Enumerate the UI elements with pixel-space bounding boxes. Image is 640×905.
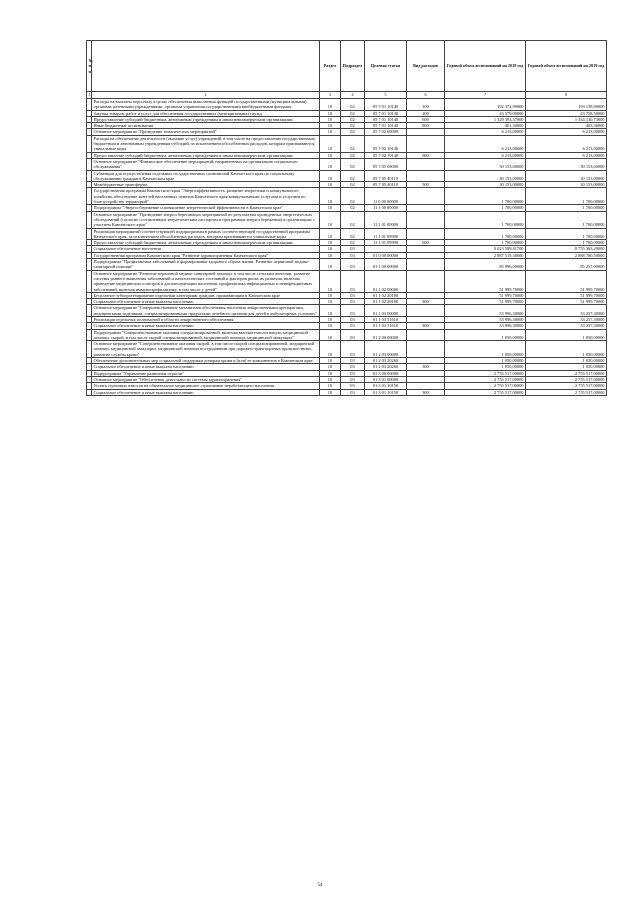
row-subsection: 02 — [341, 182, 365, 188]
row-volume-2019: 1 700,00000 — [526, 188, 607, 205]
row-expense-type — [407, 341, 445, 358]
row-target-article: 11 1 01 00000 — [365, 211, 407, 228]
row-section: 10 — [320, 123, 341, 129]
row-volume-2019: 30 153,00000 — [526, 158, 607, 170]
row-volume-2018: 30 153,00000 — [445, 158, 526, 170]
row-volume-2018: 2 755 517,00000 — [445, 383, 526, 389]
row-target-article: 01 3 01 10150 — [365, 383, 407, 389]
row-volume-2019: 30 153,00000 — [526, 170, 607, 182]
row-volume-2019: 1 700,00000 — [526, 240, 607, 246]
row-volume-2018: 2 755 517,00000 — [445, 370, 526, 376]
row-name: Подпрограмма "Профилактика заболеваний и формирование здорового образа жизни. Развитие первичной медико-санитарной помощи" — [92, 259, 320, 271]
row-target-article: 01 2 03 20260 — [365, 364, 407, 370]
header-subsection: Подраздел — [341, 41, 365, 92]
row-section: 10 — [320, 110, 341, 116]
row-volume-2018: 2 887 519,30000 — [445, 252, 526, 258]
row-name: Обеспечение дополнительных мер социальной поддержки донорам крови и (или) ее компонентов в Камчатском крае — [92, 358, 320, 364]
row-target-article: 05 7 01 10140 — [365, 99, 407, 111]
row-target-article: 01 1 03 00000 — [365, 305, 407, 317]
row-section: 10 — [320, 252, 341, 258]
budget-table — [86, 40, 607, 396]
row-subsection: 02 — [341, 123, 365, 129]
row-volume-2019: 6 213,00000 — [526, 152, 607, 158]
row-section: 10 — [320, 270, 341, 292]
row-section: 10 — [320, 341, 341, 358]
row-name: Социальное обеспечение населения — [92, 246, 320, 252]
row-target-article: 01 3 00 00000 — [365, 370, 407, 376]
row-subsection: 03 — [341, 341, 365, 358]
row-subsection: 03 — [341, 305, 365, 317]
row-name: Социальное обеспечение и иные выплаты населению — [92, 323, 320, 329]
row-target-article: 01 2 03 20260 — [365, 358, 407, 364]
column-number: 8 — [526, 92, 607, 99]
table-row — [87, 228, 607, 240]
row-volume-2019: 43 758,50000 — [526, 110, 607, 116]
row-subsection: 03 — [341, 259, 365, 271]
row-section: 10 — [320, 211, 341, 228]
table-row — [87, 135, 607, 152]
row-section: 10 — [320, 152, 341, 158]
row-name: Основное мероприятие "Совершенствование оказания скорой, в том числе скорой специализированной, медицинской помощи, медицинской эвакуации, медицинской помощи пострадавшим при дорожно-транспортных происшествиях, развитие службы крови" — [92, 341, 320, 358]
row-volume-2018: 43 579,00000 — [445, 110, 526, 116]
row-section: 10 — [320, 376, 341, 382]
column-number: 7 — [445, 92, 526, 99]
row-name: Подпрограмма "Энергосбережение и повышение энергетической эффективности в Камчатском крае" — [92, 205, 320, 211]
row-volume-2018: 2 755 517,00000 — [445, 389, 526, 395]
row-name: Основное мероприятие "Совершенствование механизмов обеспечения населения лекарственными препаратами, медицинскими изделиями, специализированными продуктами лечебного питания для детей в амбулаторных условиях" — [92, 305, 320, 317]
row-volume-2018: 192 372,90000 — [445, 99, 526, 111]
row-name: Предоставление субсидий бюджетным, автономным учреждениям и иным некоммерческим организациям — [92, 240, 320, 246]
row-volume-2019: 30 153,00000 — [526, 182, 607, 188]
row-volume-2018: 2 755 517,00000 — [445, 376, 526, 382]
row-volume-2019: 1 700,00000 — [526, 228, 607, 240]
row-volume-2018: 51 999,70000 — [445, 292, 526, 298]
row-volume-2019: 1 700,00000 — [526, 211, 607, 228]
row-name: Бесплатное зубопротезирование отдельным категориям граждан, проживающим в Камчатском крае — [92, 292, 320, 298]
table-header-row — [87, 41, 607, 92]
table-row — [87, 188, 607, 205]
row-subsection: 02 — [341, 211, 365, 228]
row-expense-type — [407, 329, 445, 341]
row-expense-type — [407, 158, 445, 170]
row-volume-2019: 33 257,30000 — [526, 305, 607, 317]
row-subsection: 03 — [341, 252, 365, 258]
row-volume-2019: 2 755 517,00000 — [526, 376, 607, 382]
row-name: Закупка товаров, работ и услуг для обеспечения государственных (муниципальных) нужд — [92, 110, 320, 116]
row-name: Подпрограмма "Совершенствование оказания специализированной, включая высокотехнологичную, медицинской помощи, скорой, в том числе скорой специализированной, медицинской помощи, медицинской эвакуации" — [92, 329, 320, 341]
row-target-article: 05 7 05 40110 — [365, 170, 407, 182]
table-row — [87, 259, 607, 271]
column-number: 3 — [320, 92, 341, 99]
row-section: 10 — [320, 99, 341, 111]
row-target-article: 05 7 02 10140 — [365, 152, 407, 158]
row-volume-2019: 403,30000 — [526, 123, 607, 129]
table-row — [87, 329, 607, 341]
row-subsection: 03 — [341, 376, 365, 382]
row-section: 10 — [320, 323, 341, 329]
row-subsection: 02 — [341, 158, 365, 170]
row-name: Социальное обеспечение и иные выплаты населению — [92, 299, 320, 305]
header-volume-2018: Годовой объем ассигнований на 2018 год — [445, 41, 526, 92]
row-section: 10 — [320, 228, 341, 240]
row-target-article: 11 1 00 00000 — [365, 205, 407, 211]
row-subsection: 03 — [341, 370, 365, 376]
table-row — [87, 99, 607, 111]
header-volume-2019: Годовой объем ассигнований на 2019 год — [526, 41, 607, 92]
row-name: Основное мероприятие "Проведение энергосберегающих мероприятий по результатам проведенных энергетических обследований (согласно составленным энергетическим паспортам и программам энергосбережения) в организациях с участием Камчатского края" — [92, 211, 320, 228]
row-target-article: 11 1 01 09990 — [365, 240, 407, 246]
row-volume-2019: 1 700,00000 — [526, 205, 607, 211]
row-section: 10 — [320, 182, 341, 188]
row-expense-type: 600 — [407, 152, 445, 158]
row-section: 10 — [320, 292, 341, 298]
row-volume-2018: 1 700,00000 — [445, 205, 526, 211]
header-name — [92, 41, 320, 92]
row-target-article: 01 1 02 20180 — [365, 292, 407, 298]
row-name: Реализация отдельных полномочий в области лекарственного обеспечения — [92, 316, 320, 322]
row-section: 10 — [320, 170, 341, 182]
table-body — [87, 99, 607, 396]
row-subsection: 03 — [341, 383, 365, 389]
row-expense-type: 100 — [407, 99, 445, 111]
row-volume-2018: 85 996,00000 — [445, 259, 526, 271]
column-number: 6 — [407, 92, 445, 99]
row-expense-type — [407, 228, 445, 240]
row-subsection: 02 — [341, 129, 365, 135]
row-expense-type: 300 — [407, 389, 445, 395]
row-subsection: 03 — [341, 358, 365, 364]
row-expense-type: 200 — [407, 110, 445, 116]
row-subsection: 02 — [341, 188, 365, 205]
row-volume-2019: 6 213,00000 — [526, 135, 607, 152]
table-row — [87, 211, 607, 228]
row-volume-2019: 2 755 517,00000 — [526, 383, 607, 389]
row-section: 10 — [320, 383, 341, 389]
row-volume-2019: 6 213,00000 — [526, 129, 607, 135]
table-row — [87, 305, 607, 317]
row-name: Расходы на выплаты персоналу в целях обеспечения выполнения функций государственными (муниципальными) органами, казенными учреждениями, органами управления государственными внебюджетными фондами — [92, 99, 320, 111]
row-expense-type — [407, 270, 445, 292]
row-expense-type — [407, 211, 445, 228]
row-subsection: 02 — [341, 170, 365, 182]
row-section: 10 — [320, 135, 341, 152]
row-volume-2019: 1 050,00000 — [526, 358, 607, 364]
row-section: 10 — [320, 116, 341, 122]
row-name: Субвенции для осуществления отдельных государственных полномочий Камчатского края по социальному обслуживанию граждан в Камчатском крае — [92, 170, 320, 182]
row-subsection: 02 — [341, 205, 365, 211]
table-row — [87, 341, 607, 358]
row-subsection: 02 — [341, 152, 365, 158]
row-section: 10 — [320, 316, 341, 322]
row-target-article: 11 1 01 09990 — [365, 228, 407, 240]
row-target-article: 01 2 00 00000 — [365, 329, 407, 341]
row-name: Основное мероприятие "Финансовое обеспечение мероприятий, направленных на организацию социального обслуживания" — [92, 158, 320, 170]
row-volume-2018: 30 153,00000 — [445, 182, 526, 188]
row-volume-2019: 2 755 517,00000 — [526, 370, 607, 376]
row-target-article: 05 7 01 10140 — [365, 110, 407, 116]
row-target-article: 05 7 02 00000 — [365, 129, 407, 135]
row-target-article: 05 7 01 10140 — [365, 116, 407, 122]
row-target-article: 05 7 02 10140 — [365, 135, 407, 152]
row-expense-type — [407, 170, 445, 182]
row-expense-type — [407, 259, 445, 271]
row-subsection: 02 — [341, 228, 365, 240]
row-subsection: 03 — [341, 323, 365, 329]
column-number-row — [87, 92, 607, 99]
row-target-article: 05 7 01 10140 — [365, 123, 407, 129]
row-target-article: 11 0 00 00000 — [365, 188, 407, 205]
row-name: Основное мероприятие "Развитие первичной медико-санитарной помощи, в том числе сельским жителям, развитие системы раннего выявления заболеваний и патологических состояний и факторов риска их развития, включая проведение медицинских осмотров и диспансеризации населения, профилактика инфекционных и неинфекционных заболеваний, включая иммунопрофилактику, в том числе у детей" — [92, 270, 320, 292]
row-target-article: 01 2 03 00000 — [365, 341, 407, 358]
row-volume-2019: 1 050,00000 — [526, 341, 607, 358]
column-number: 1 — [88, 92, 91, 98]
row-target-article: 01 3 01 10150 — [365, 389, 407, 395]
header-num: № п/п — [87, 41, 92, 92]
row-section: 10 — [320, 358, 341, 364]
page-number: 54 — [317, 883, 323, 888]
row-subsection: 03 — [341, 389, 365, 395]
row-volume-2018: 9 023 589,41700 — [445, 246, 526, 252]
row-expense-type: 600 — [407, 116, 445, 122]
row-volume-2018: 1 700,00000 — [445, 211, 526, 228]
row-subsection: 03 — [341, 364, 365, 370]
row-expense-type — [407, 188, 445, 205]
row-subsection: 02 — [341, 99, 365, 111]
row-subsection: 02 — [341, 110, 365, 116]
row-expense-type: 800 — [407, 123, 445, 129]
row-volume-2019: 1 050,00000 — [526, 329, 607, 341]
row-section: 10 — [320, 158, 341, 170]
row-volume-2019: 1 334 130,73000 — [526, 116, 607, 122]
row-section: 10 — [320, 299, 341, 305]
row-section: 10 — [320, 305, 341, 317]
row-volume-2019: 8 755 363,20000 — [526, 246, 607, 252]
row-section: 10 — [320, 329, 341, 341]
row-name: Реализация мероприятий соответствующей подпрограммы в рамках соответствующей государственной программы Камчатского края, за исключением обособленных расходов, которым присваиваются уникальные коды — [92, 228, 320, 240]
row-volume-2018: 6 213,00000 — [445, 135, 526, 152]
header-expense-type: Вид расходов — [407, 41, 445, 92]
row-expense-type — [407, 305, 445, 317]
row-subsection: 02 — [341, 116, 365, 122]
row-section: 10 — [320, 246, 341, 252]
row-volume-2018: 1 700,00000 — [445, 240, 526, 246]
row-section: 10 — [320, 259, 341, 271]
row-volume-2019: 2 888 780,50000 — [526, 252, 607, 258]
row-expense-type: 300 — [407, 364, 445, 370]
table-row — [87, 158, 607, 170]
row-volume-2018: 51 999,70000 — [445, 270, 526, 292]
row-name: Социальное обеспечение и иные выплаты населению — [92, 389, 320, 395]
column-number: 4 — [341, 92, 365, 99]
row-section: 10 — [320, 370, 341, 376]
row-volume-2019: 51 999,70000 — [526, 299, 607, 305]
row-subsection: 03 — [341, 246, 365, 252]
row-section: 10 — [320, 240, 341, 246]
header-section: Раздел — [320, 41, 341, 92]
row-target-article: 01 1 00 00000 — [365, 259, 407, 271]
row-volume-2019: 33 257,30000 — [526, 316, 607, 322]
row-target-article: 01 3 01 00000 — [365, 376, 407, 382]
row-subsection: 03 — [341, 329, 365, 341]
row-volume-2019: 193 138,90000 — [526, 99, 607, 111]
row-volume-2018: 401,30000 — [445, 123, 526, 129]
row-name: Расходы на обеспечение деятельности (оказание услуг) учреждений, в том числе на предоставление государственным бюджетным и автономным учреждениям субсидий, за исключением обособленных расходов, которым присваиваются уникальные коды — [92, 135, 320, 152]
row-name: Государственная программа Камчатского края "Развитие здравоохранения Камчатского края" — [92, 252, 320, 258]
row-expense-type: 300 — [407, 323, 445, 329]
header-target-article: Целевая статья — [365, 41, 407, 92]
table-row — [87, 170, 607, 182]
row-name: Предоставление субсидий бюджетным, автономным учреждениям и иным некоммерческим организациям — [92, 116, 320, 122]
row-name: Государственная программа Камчатского края "Энергоэффективность, развитие энергетики и коммунального хозяйства, обеспечение жителей населенных пунктов Камчатского края коммунальными услугами и услугами по благоустройству территорий" — [92, 188, 320, 205]
row-name: Основное мероприятие "Обеспечение деятельности системы здравоохранения" — [92, 376, 320, 382]
column-number: 5 — [365, 92, 407, 99]
row-volume-2018: 1 050,00000 — [445, 358, 526, 364]
row-volume-2018: 1 329 393,37000 — [445, 116, 526, 122]
row-expense-type: 300 — [407, 299, 445, 305]
row-name: Социальное обеспечение и иные выплаты населению — [92, 364, 320, 370]
row-volume-2018: 33 996,30000 — [445, 305, 526, 317]
row-subsection: 02 — [341, 240, 365, 246]
row-volume-2018: 1 700,00000 — [445, 188, 526, 205]
row-name: Уплата страховых взносов на обязательное медицинское страхование неработающего населения — [92, 383, 320, 389]
row-volume-2019: 85 257,00000 — [526, 259, 607, 271]
row-target-article: 01 1 03 51610 — [365, 323, 407, 329]
row-subsection: 03 — [341, 299, 365, 305]
row-volume-2018: 51 999,70000 — [445, 299, 526, 305]
row-name: Иные бюджетные ассигнования — [92, 123, 320, 129]
row-volume-2018: 1 050,00000 — [445, 364, 526, 370]
row-volume-2018: 6 213,00000 — [445, 129, 526, 135]
row-volume-2019: 2 755 517,00000 — [526, 389, 607, 395]
row-section: 10 — [320, 205, 341, 211]
row-volume-2019: 51 999,70000 — [526, 292, 607, 298]
row-target-article: 01 0 00 00000 — [365, 252, 407, 258]
row-target-article: 01 1 02 00000 — [365, 270, 407, 292]
row-target-article: 05 7 05 00000 — [365, 158, 407, 170]
row-expense-type: 600 — [407, 240, 445, 246]
row-volume-2018: 1 050,00000 — [445, 341, 526, 358]
row-section: 10 — [320, 188, 341, 205]
row-volume-2019: 1 050,00000 — [526, 364, 607, 370]
row-volume-2018: 30 153,00000 — [445, 170, 526, 182]
row-name: Подпрограмма "Управление развитием отрасли" — [92, 370, 320, 376]
row-subsection: 03 — [341, 316, 365, 322]
row-name: Основное мероприятие "Проведение тематических мероприятий" — [92, 129, 320, 135]
row-section: 10 — [320, 129, 341, 135]
row-volume-2018: 33 996,30000 — [445, 316, 526, 322]
row-section: 10 — [320, 389, 341, 395]
row-subsection: 03 — [341, 270, 365, 292]
table-row — [87, 389, 607, 395]
row-volume-2019: 33 257,30000 — [526, 323, 607, 329]
column-number: 2 — [92, 92, 320, 99]
row-name: Межбюджетные трансферты — [92, 182, 320, 188]
table-row — [87, 270, 607, 292]
row-volume-2018: 6 213,00000 — [445, 152, 526, 158]
row-volume-2018: 33 996,30000 — [445, 323, 526, 329]
row-volume-2018: 1 050,00000 — [445, 329, 526, 341]
row-subsection: 03 — [341, 292, 365, 298]
row-target-article: 01 1 03 51610 — [365, 316, 407, 322]
row-subsection: 02 — [341, 135, 365, 152]
row-volume-2018: 1 700,00000 — [445, 228, 526, 240]
row-target-article: 01 1 02 20180 — [365, 299, 407, 305]
row-expense-type: 500 — [407, 182, 445, 188]
row-target-article: 05 7 05 40110 — [365, 182, 407, 188]
row-name: Предоставление субсидий бюджетным, автономным учреждениям и иным некоммерческим организациям — [92, 152, 320, 158]
row-expense-type — [407, 135, 445, 152]
row-volume-2019: 51 999,70000 — [526, 270, 607, 292]
row-section: 10 — [320, 364, 341, 370]
